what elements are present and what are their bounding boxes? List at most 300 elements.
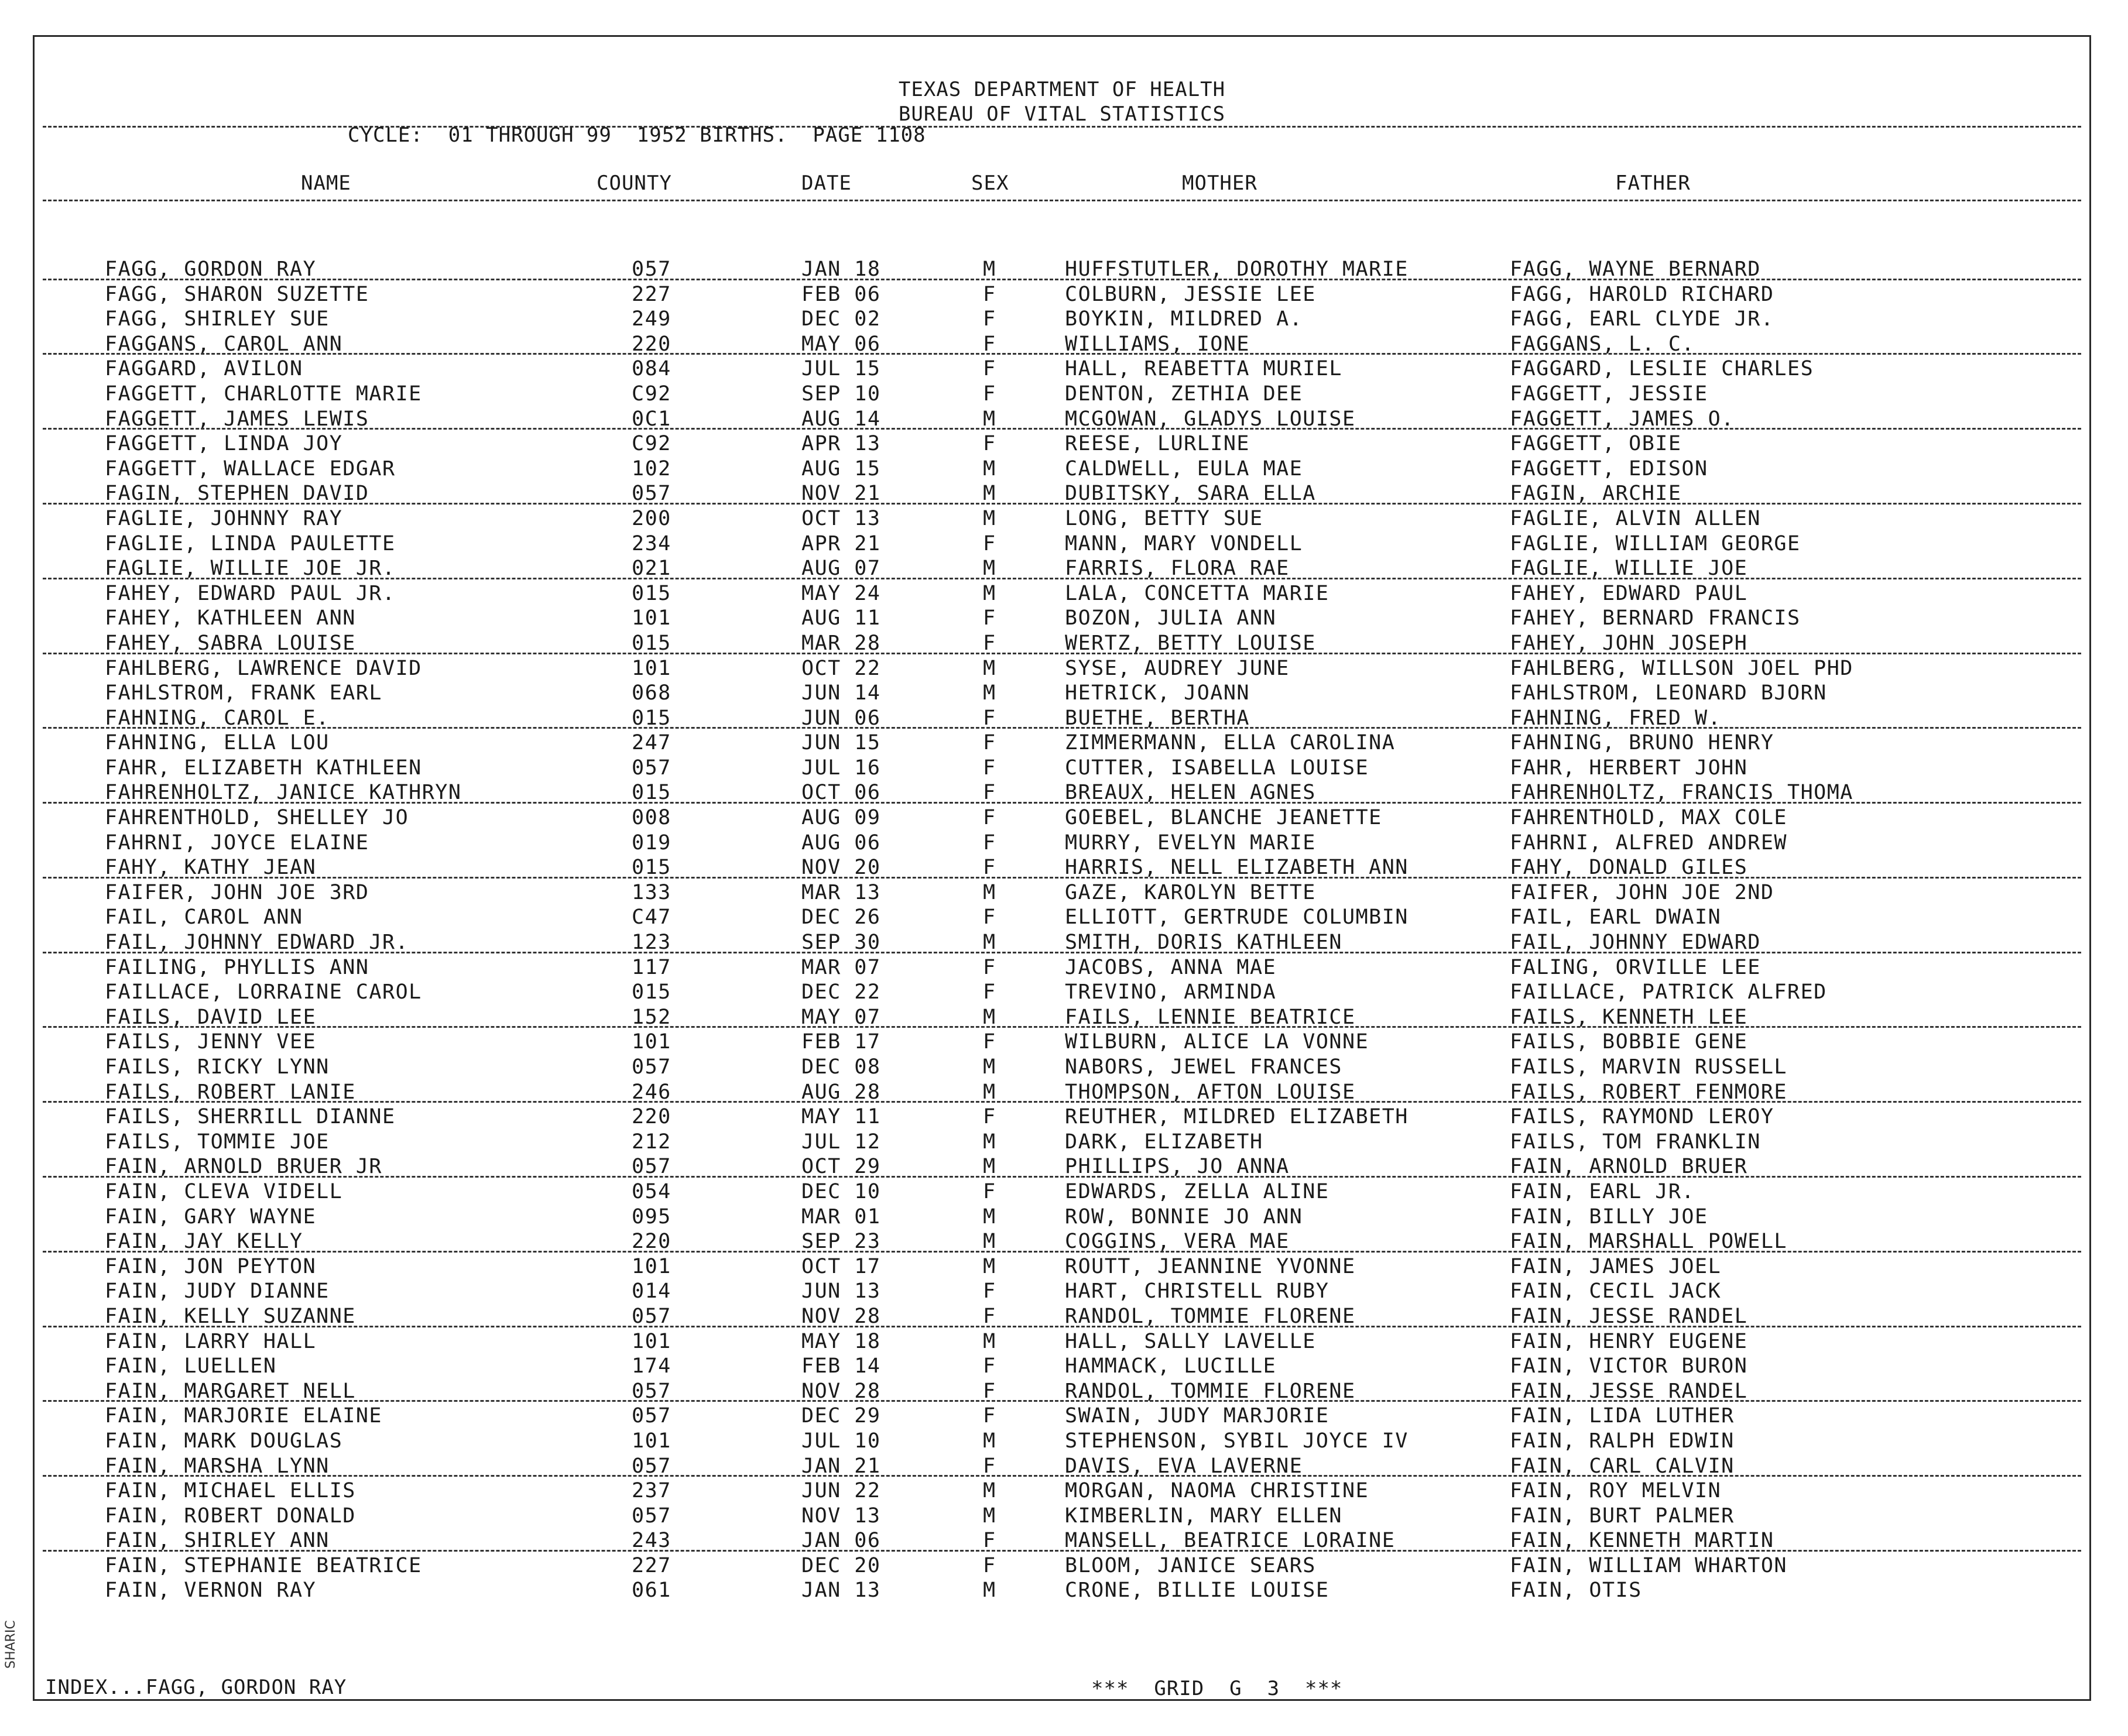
record-county: 227 [632,282,671,306]
record-sex: M [983,1005,996,1029]
footer-grid: *** GRID G 3 *** [1091,1677,1343,1700]
record-row [35,904,2089,929]
record-county: C92 [632,382,671,406]
record-name: FAIN, MARGARET NELL [105,1379,356,1403]
record-date: JUN 15 [801,731,881,755]
record-sex: F [983,282,996,306]
record-father: FAIN, ARNOLD BRUER [1510,1155,1748,1179]
record-mother: WILBURN, ALICE LA VONNE [1065,1030,1369,1054]
record-sex: F [983,1030,996,1054]
record-county: 015 [632,631,671,655]
record-county: 057 [632,1055,671,1079]
record-father: FAHLSTROM, LEONARD BJORN [1510,681,1827,705]
record-sex: F [983,1379,996,1403]
record-mother: ELLIOTT, GERTRUDE COLUMBIN [1065,905,1409,929]
record-father: FAIN, JESSE RANDEL [1510,1304,1748,1328]
record-sex: F [983,606,996,630]
record-father: FAILS, TOM FRANKLIN [1510,1130,1761,1154]
record-name: FAILS, SHERRILL DIANNE [105,1105,396,1129]
record-county: 101 [632,1030,671,1054]
record-father: FAIN, HENRY EUGENE [1510,1329,1748,1353]
record-name: FAILS, ROBERT LANIE [105,1080,356,1104]
record-sex: F [983,1404,996,1428]
record-name: FAHLBERG, LAWRENCE DAVID [105,656,422,680]
record-name: FAHLSTROM, FRANK EARL [105,681,383,705]
record-date: NOV 28 [801,1304,881,1328]
record-county: 152 [632,1005,671,1029]
record-date: DEC 02 [801,307,881,331]
record-sex: F [983,1454,996,1478]
record-father: FAIN, WILLIAM WHARTON [1510,1553,1788,1577]
record-name: FAIN, JUDY DIANNE [105,1279,330,1303]
record-date: AUG 09 [801,806,881,830]
record-row [35,855,2089,880]
column-header-county: COUNTY [597,171,672,195]
record-father: FAHNING, BRUNO HENRY [1510,731,1774,755]
record-row [35,1104,2089,1129]
record-name: FAGG, GORDON RAY [105,258,317,281]
record-father: FAILLACE, PATRICK ALFRED [1510,980,1827,1004]
record-father: FAGGETT, OBIE [1510,432,1682,456]
record-mother: BOYKIN, MILDRED A. [1065,307,1303,331]
records-list [35,256,2089,1603]
record-father: FAIN, BURT PALMER [1510,1504,1735,1528]
record-father: FAIN, JESSE RANDEL [1510,1379,1748,1403]
record-mother: LONG, BETTY SUE [1065,506,1263,530]
record-sex: M [983,681,996,705]
record-name: FAHEY, EDWARD PAUL JR. [105,581,396,605]
record-father: FAGLIE, WILLIAM GEORGE [1510,531,1801,555]
record-sex: M [983,457,996,481]
record-date: DEC 22 [801,980,881,1004]
record-name: FAIN, MARK DOUGLAS [105,1429,343,1453]
record-sex: M [983,1504,996,1528]
record-name: FAIN, CLEVA VIDELL [105,1179,343,1203]
record-row [35,1254,2089,1279]
column-header-father: FATHER [1615,171,1691,195]
record-county: 234 [632,531,671,555]
record-date: APR 21 [801,531,881,555]
record-mother: DAVIS, EVA LAVERNE [1065,1454,1303,1478]
record-father: FAHR, HERBERT JOHN [1510,756,1748,780]
record-mother: HALL, SALLY LAVELLE [1065,1329,1316,1353]
record-date: AUG 14 [801,407,881,431]
record-county: 246 [632,1080,671,1104]
record-name: FAHRENTHOLD, SHELLEY JO [105,806,409,830]
record-date: OCT 29 [801,1155,881,1179]
record-date: JUN 14 [801,681,881,705]
record-father: FAIN, ROY MELVIN [1510,1479,1722,1503]
record-county: 015 [632,980,671,1004]
record-row [35,506,2089,531]
record-county: 015 [632,856,671,880]
record-county: C92 [632,432,671,456]
record-sex: M [983,1055,996,1079]
record-father: FAHY, DONALD GILES [1510,856,1748,880]
bureau-title: BUREAU OF VITAL STATISTICS [898,102,1226,126]
record-row [35,1329,2089,1354]
record-name: FAHEY, SABRA LOUISE [105,631,356,655]
footer-index: INDEX...FAGG, GORDON RAY [45,1676,347,1699]
record-name: FAIN, MARJORIE ELAINE [105,1404,383,1428]
record-father: FAGGETT, JAMES O. [1510,407,1735,431]
record-father: FAILS, BOBBIE GENE [1510,1030,1748,1054]
record-sex: M [983,1155,996,1179]
record-name: FAIN, STEPHANIE BEATRICE [105,1553,422,1577]
record-mother: NABORS, JEWEL FRANCES [1065,1055,1343,1079]
record-county: 057 [632,1504,671,1528]
record-sex: M [983,407,996,431]
record-county: 095 [632,1205,671,1229]
record-name: FAGLIE, LINDA PAULETTE [105,531,396,555]
record-sex: M [983,1479,996,1503]
record-date: OCT 13 [801,506,881,530]
record-county: 057 [632,258,671,281]
record-mother: COLBURN, JESSIE LEE [1065,282,1316,306]
record-mother: WILLIAMS, IONE [1065,332,1250,356]
record-name: FAIN, MICHAEL ELLIS [105,1479,356,1503]
record-sex: F [983,1304,996,1328]
record-mother: BLOOM, JANICE SEARS [1065,1553,1316,1577]
record-name: FAILLACE, LORRAINE CAROL [105,980,422,1004]
record-name: FAGGETT, WALLACE EDGAR [105,457,396,481]
record-county: 021 [632,557,671,581]
column-header-date: DATE [801,171,852,195]
record-row [35,1428,2089,1453]
side-mark: SHARIC [4,1620,18,1669]
record-county: 123 [632,931,671,955]
record-mother: JACOBS, ANNA MAE [1065,955,1277,979]
record-date: JUL 15 [801,357,881,381]
record-father: FAHEY, JOHN JOSEPH [1510,631,1748,655]
record-row [35,1577,2089,1603]
record-county: 008 [632,806,671,830]
record-mother: HAMMACK, LUCILLE [1065,1354,1277,1378]
record-father: FAIN, LIDA LUTHER [1510,1404,1735,1428]
record-county: 212 [632,1130,671,1154]
record-row [35,1204,2089,1229]
record-date: NOV 28 [801,1379,881,1403]
record-name: FAILS, TOMMIE JOE [105,1130,330,1154]
record-mother: REESE, LURLINE [1065,432,1250,456]
record-name: FAGLIE, JOHNNY RAY [105,506,343,530]
record-name: FAIN, ARNOLD BRUER JR [105,1155,383,1179]
record-county: 054 [632,1179,671,1203]
record-date: SEP 30 [801,931,881,955]
record-sex: M [983,581,996,605]
record-sex: F [983,382,996,406]
record-name: FAILS, DAVID LEE [105,1005,317,1029]
record-mother: BOZON, JULIA ANN [1065,606,1277,630]
record-county: 057 [632,482,671,506]
record-row [35,1378,2089,1404]
record-date: AUG 07 [801,557,881,581]
record-name: FAHRENHOLTZ, JANICE KATHRYN [105,781,462,805]
record-row [35,730,2089,755]
record-row [35,1079,2089,1104]
record-row [35,1029,2089,1054]
record-row [35,1503,2089,1528]
record-county: 068 [632,681,671,705]
record-mother: ZIMMERMANN, ELLA CAROLINA [1065,731,1396,755]
record-mother: MORGAN, NAOMA CHRISTINE [1065,1479,1369,1503]
record-name: FAIN, LARRY HALL [105,1329,317,1353]
record-father: FAHRENHOLTZ, FRANCIS THOMA [1510,781,1853,805]
record-mother: MANSELL, BEATRICE LORAINE [1065,1529,1396,1553]
record-sex: M [983,1230,996,1254]
record-county: 061 [632,1579,671,1603]
record-county: 101 [632,606,671,630]
record-date: NOV 21 [801,482,881,506]
record-date: JAN 13 [801,1579,881,1603]
record-father: FAIN, VICTOR BURON [1510,1354,1748,1378]
record-father: FAIN, CECIL JACK [1510,1279,1722,1303]
record-sex: M [983,1205,996,1229]
record-mother: RANDOL, TOMMIE FLORENE [1065,1304,1356,1328]
record-name: FAIN, LUELLEN [105,1354,277,1378]
record-date: JUL 16 [801,756,881,780]
record-name: FAGG, SHARON SUZETTE [105,282,369,306]
record-father: FAIFER, JOHN JOE 2ND [1510,880,1774,904]
record-county: 133 [632,880,671,904]
record-mother: HUFFSTUTLER, DOROTHY MARIE [1065,258,1409,281]
record-row [35,929,2089,955]
record-sex: M [983,557,996,581]
record-row [35,356,2089,381]
record-county: 101 [632,1254,671,1278]
record-row [35,979,2089,1004]
record-county: 015 [632,706,671,730]
record-county: 102 [632,457,671,481]
column-header-name: NAME [301,171,351,195]
record-row [35,1303,2089,1329]
record-county: 014 [632,1279,671,1303]
record-county: 249 [632,307,671,331]
record-father: FAILS, MARVIN RUSSELL [1510,1055,1788,1079]
record-sex: M [983,1329,996,1353]
record-date: OCT 22 [801,656,881,680]
record-sex: F [983,856,996,880]
record-sex: F [983,1354,996,1378]
record-mother: WERTZ, BETTY LOUISE [1065,631,1316,655]
record-date: MAY 18 [801,1329,881,1353]
record-row [35,656,2089,681]
record-mother: CALDWELL, EULA MAE [1065,457,1303,481]
record-county: 117 [632,955,671,979]
record-county: 200 [632,506,671,530]
record-sex: F [983,955,996,979]
record-row [35,381,2089,406]
record-father: FAHRENTHOLD, MAX COLE [1510,806,1788,830]
record-row [35,830,2089,855]
record-name: FAHR, ELIZABETH KATHLEEN [105,756,422,780]
record-mother: DARK, ELIZABETH [1065,1130,1263,1154]
record-date: NOV 13 [801,1504,881,1528]
record-row [35,1528,2089,1553]
record-father: FAIN, KENNETH MARTIN [1510,1529,1774,1553]
record-date: JAN 06 [801,1529,881,1553]
record-mother: FAILS, LENNIE BEATRICE [1065,1005,1356,1029]
record-county: 057 [632,1379,671,1403]
record-mother: CRONE, BILLIE LOUISE [1065,1579,1329,1603]
record-father: FAILS, RAYMOND LEROY [1510,1105,1774,1129]
record-county: 015 [632,781,671,805]
record-name: FAHEY, KATHLEEN ANN [105,606,356,630]
record-father: FAGLIE, WILLIE JOE [1510,557,1748,581]
record-row [35,605,2089,630]
record-father: FAIN, RALPH EDWIN [1510,1429,1735,1453]
record-name: FAGGANS, CAROL ANN [105,332,343,356]
record-name: FAIN, KELLY SUZANNE [105,1304,356,1328]
record-row [35,456,2089,481]
record-date: JAN 18 [801,258,881,281]
record-name: FAILS, RICKY LYNN [105,1055,330,1079]
record-row [35,1453,2089,1478]
record-name: FAILS, JENNY VEE [105,1030,317,1054]
record-county: 220 [632,332,671,356]
record-mother: HART, CHRISTELL RUBY [1065,1279,1329,1303]
record-county: 101 [632,656,671,680]
record-sex: F [983,1179,996,1203]
record-mother: GOEBEL, BLANCHE JEANETTE [1065,806,1382,830]
record-father: FAGGETT, JESSIE [1510,382,1708,406]
record-sex: F [983,1529,996,1553]
record-mother: MANN, MARY VONDELL [1065,531,1303,555]
record-county: 015 [632,581,671,605]
record-mother: HARRIS, NELL ELIZABETH ANN [1065,856,1409,880]
record-county: 237 [632,1479,671,1503]
record-date: MAR 01 [801,1205,881,1229]
record-sex: M [983,482,996,506]
record-mother: MCGOWAN, GLADYS LOUISE [1065,407,1356,431]
record-sex: F [983,1553,996,1577]
record-row [35,431,2089,456]
record-sex: M [983,258,996,281]
agency-title: TEXAS DEPARTMENT OF HEALTH [898,78,1226,101]
record-date: MAY 24 [801,581,881,605]
record-name: FAHNING, ELLA LOU [105,731,330,755]
record-father: FAIN, BILLY JOE [1510,1205,1708,1229]
record-county: 084 [632,357,671,381]
record-row [35,630,2089,656]
record-father: FAGG, EARL CLYDE JR. [1510,307,1774,331]
record-father: FAIN, JAMES JOEL [1510,1254,1722,1278]
record-father: FAIL, JOHNNY EDWARD [1510,931,1761,955]
record-date: DEC 29 [801,1404,881,1428]
record-sex: F [983,1105,996,1129]
record-row [35,1004,2089,1030]
record-date: AUG 06 [801,831,881,855]
record-county: 057 [632,756,671,780]
record-row [35,1129,2089,1154]
record-sex: F [983,806,996,830]
record-father: FAIL, EARL DWAIN [1510,905,1722,929]
record-mother: DENTON, ZETHIA DEE [1065,382,1303,406]
record-father: FALING, ORVILLE LEE [1510,955,1761,979]
record-name: FAIFER, JOHN JOE 3RD [105,880,369,904]
record-date: MAY 11 [801,1105,881,1129]
record-sex: F [983,307,996,331]
record-sex: M [983,931,996,955]
record-father: FAHRNI, ALFRED ANDREW [1510,831,1788,855]
record-date: SEP 10 [801,382,881,406]
record-row [35,1553,2089,1578]
record-date: OCT 06 [801,781,881,805]
record-mother: SMITH, DORIS KATHLEEN [1065,931,1343,955]
record-sex: M [983,880,996,904]
record-date: JUN 13 [801,1279,881,1303]
cycle-line: CYCLE: 01 THROUGH 99 1952 BIRTHS. PAGE 1108 [348,123,926,147]
record-name: FAIN, ROBERT DONALD [105,1504,356,1528]
record-mother: PHILLIPS, JO ANNA [1065,1155,1290,1179]
record-name: FAIN, GARY WAYNE [105,1205,317,1229]
record-father: FAGG, WAYNE BERNARD [1510,258,1761,281]
record-mother: THOMPSON, AFTON LOUISE [1065,1080,1356,1104]
record-mother: REUTHER, MILDRED ELIZABETH [1065,1105,1409,1129]
record-father: FAILS, ROBERT FENMORE [1510,1080,1788,1104]
record-date: FEB 06 [801,282,881,306]
record-row [35,1278,2089,1303]
record-date: DEC 08 [801,1055,881,1079]
record-sex: F [983,1279,996,1303]
record-father: FAGGARD, LESLIE CHARLES [1510,357,1814,381]
record-sex: M [983,1080,996,1104]
record-father: FAIN, OTIS [1510,1579,1642,1603]
record-father: FAGGETT, EDISON [1510,457,1708,481]
record-row [35,581,2089,606]
record-county: 057 [632,1454,671,1478]
record-mother: HETRICK, JOANN [1065,681,1250,705]
column-header-rule [43,200,2081,201]
record-date: FEB 14 [801,1354,881,1378]
record-county: 243 [632,1529,671,1553]
record-mother: CUTTER, ISABELLA LOUISE [1065,756,1369,780]
record-row [35,880,2089,905]
record-father: FAGIN, ARCHIE [1510,482,1682,506]
record-county: 101 [632,1429,671,1453]
record-father: FAGLIE, ALVIN ALLEN [1510,506,1761,530]
record-row [35,555,2089,581]
record-mother: KIMBERLIN, MARY ELLEN [1065,1504,1343,1528]
record-sex: F [983,432,996,456]
record-county: 101 [632,1329,671,1353]
record-row [35,1179,2089,1204]
record-row [35,1229,2089,1254]
record-row [35,256,2089,282]
record-sex: F [983,731,996,755]
record-row [35,331,2089,356]
column-header-sex: SEX [971,171,1009,195]
record-county: 019 [632,831,671,855]
record-row [35,1154,2089,1179]
record-sex: M [983,506,996,530]
record-name: FAHRNI, JOYCE ELAINE [105,831,369,855]
record-mother: ROW, BONNIE JO ANN [1065,1205,1303,1229]
record-date: JAN 21 [801,1454,881,1478]
record-mother: BREAUX, HELEN AGNES [1065,781,1316,805]
column-header-mother: MOTHER [1182,171,1257,195]
record-date: AUG 15 [801,457,881,481]
record-row [35,755,2089,780]
record-sex: F [983,706,996,730]
record-sex: M [983,1254,996,1278]
record-row [35,1054,2089,1079]
record-mother: ROUTT, JEANNINE YVONNE [1065,1254,1356,1278]
record-row [35,705,2089,730]
record-name: FAIL, CAROL ANN [105,905,303,929]
record-date: NOV 20 [801,856,881,880]
record-name: FAIN, JON PEYTON [105,1254,317,1278]
